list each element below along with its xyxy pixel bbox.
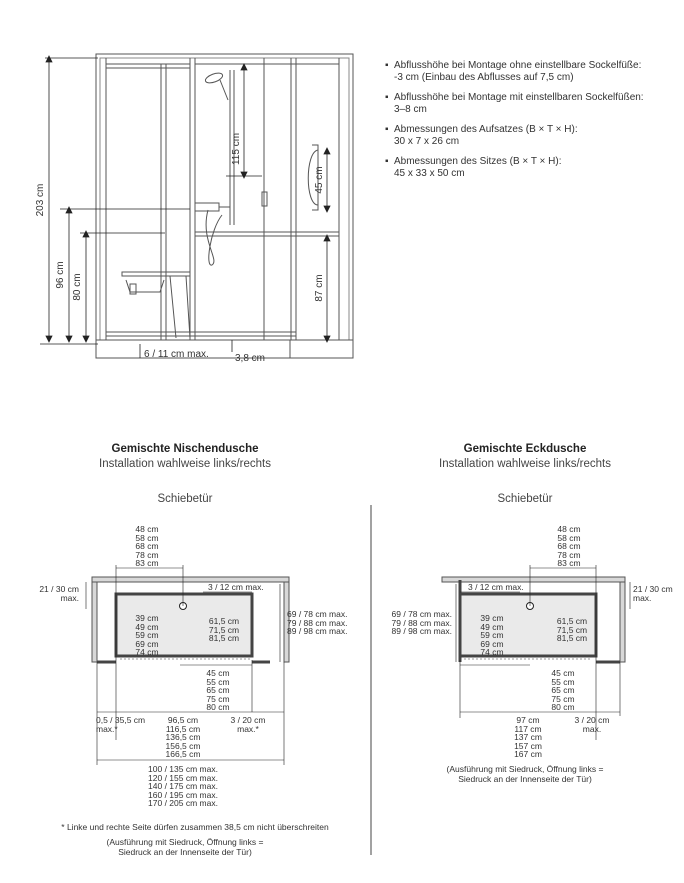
corner-pressure-note: (Ausführung mit Siedruck, Öffnung links = Siedruck an der Innenseite der Tür) (446, 764, 604, 784)
installation-notes (385, 60, 681, 188)
height-bar-label: 115 cm (231, 132, 242, 166)
corner-inner-right: 61,5 cm 71,5 cm 81,5 cm (556, 616, 588, 644)
height-panel-label: 87 cm (314, 274, 325, 302)
niche-inner-left: 39 cm 49 cm 59 cm 69 cm 74 cm (135, 613, 159, 658)
niche-top-widths: 48 cm 58 cm 68 cm 78 cm 83 cm (135, 524, 159, 569)
note-item: ▪ Abmessungen des Aufsatzes (B × T × H): 30 x 7 x 26 cm (385, 124, 578, 147)
niche-title: Gemischte Nischendusche (111, 443, 259, 455)
niche-total-widths: 100 / 135 cm max. 120 / 155 cm max. 140 / 175 cm max. 160 / 195 cm max. 170 / 205 cm max. (148, 764, 218, 809)
corner-inner-left: 39 cm 49 cm 59 cm 69 cm 74 cm (480, 613, 504, 658)
niche-right-gap: 3 / 20 cm max.* (230, 715, 266, 734)
note-item: ▪ Abflusshöhe bei Montage mit einstellbaren Sockelfüßen: 3–8 cm (385, 92, 644, 115)
niche-subtitle: Installation wahlweise links/rechts (99, 458, 271, 470)
niche-door-widths: 45 cm 55 cm 65 cm 75 cm 80 cm (206, 668, 230, 713)
niche-footnote: * Linke und rechte Seite dürfen zusammen 38,5 cm nicht überschreiten (61, 822, 329, 832)
niche-side-gap: 21 / 30 cm max. (39, 584, 79, 603)
corner-depths: 69 / 78 cm max. 79 / 88 cm max. 89 / 98 cm max. (391, 609, 452, 637)
cabin-frame (96, 54, 353, 358)
niche-pressure-note: (Ausführung mit Siedruck, Öffnung links = Siedruck an der Innenseite der Tür) (106, 837, 264, 857)
corner-widths: 97 cm 117 cm 137 cm 157 cm 167 cm (514, 715, 542, 760)
corner-top-gap: 3 / 12 cm max. (468, 582, 524, 592)
niche-depths: 69 / 78 cm max. 79 / 88 cm max. 89 / 98 cm max. (287, 609, 348, 637)
corner-door-type: Schiebetür (497, 493, 553, 505)
niche-opening: 96,5 cm 116,5 cm 136,5 cm 156,5 cm 166,5 cm (165, 715, 201, 760)
niche-door-type: Schiebetür (157, 493, 213, 505)
niche-inner-right: 61,5 cm 71,5 cm 81,5 cm (208, 616, 240, 644)
niche-top-gap: 3 / 12 cm max. (208, 582, 264, 592)
niche-left-gap: 0,5 / 35,5 cm max.* (96, 715, 146, 734)
height-grab-label: 45 cm (314, 166, 325, 194)
corner-title: Gemischte Eckdusche (463, 443, 587, 455)
drain-offset-label: 6 / 11 cm max. (144, 349, 209, 360)
corner-side-gap: 21 / 30 cm max. (633, 584, 673, 603)
tray-height-label: 3,8 cm (235, 353, 266, 364)
corner-right-gap: 3 / 20 cm max. (574, 715, 610, 734)
height-mixer-label: 96 cm (55, 261, 66, 289)
corner-subtitle: Installation wahlweise links/rechts (439, 458, 611, 470)
height-total-label: 203 cm (35, 183, 46, 217)
corner-top-widths: 48 cm 58 cm 68 cm 78 cm 83 cm (557, 524, 581, 569)
corner-door-widths: 45 cm 55 cm 65 cm 75 cm 80 cm (551, 668, 575, 713)
note-item: ▪ Abmessungen des Sitzes (B × T × H): 45 x 33 x 50 cm (385, 156, 562, 179)
height-seat-label: 80 cm (72, 273, 83, 301)
note-item: ▪ Abflusshöhe bei Montage ohne einstellbare Sockelfüße: -3 cm (Einbau des Abflusses auf 7,5 cm) (385, 60, 642, 83)
